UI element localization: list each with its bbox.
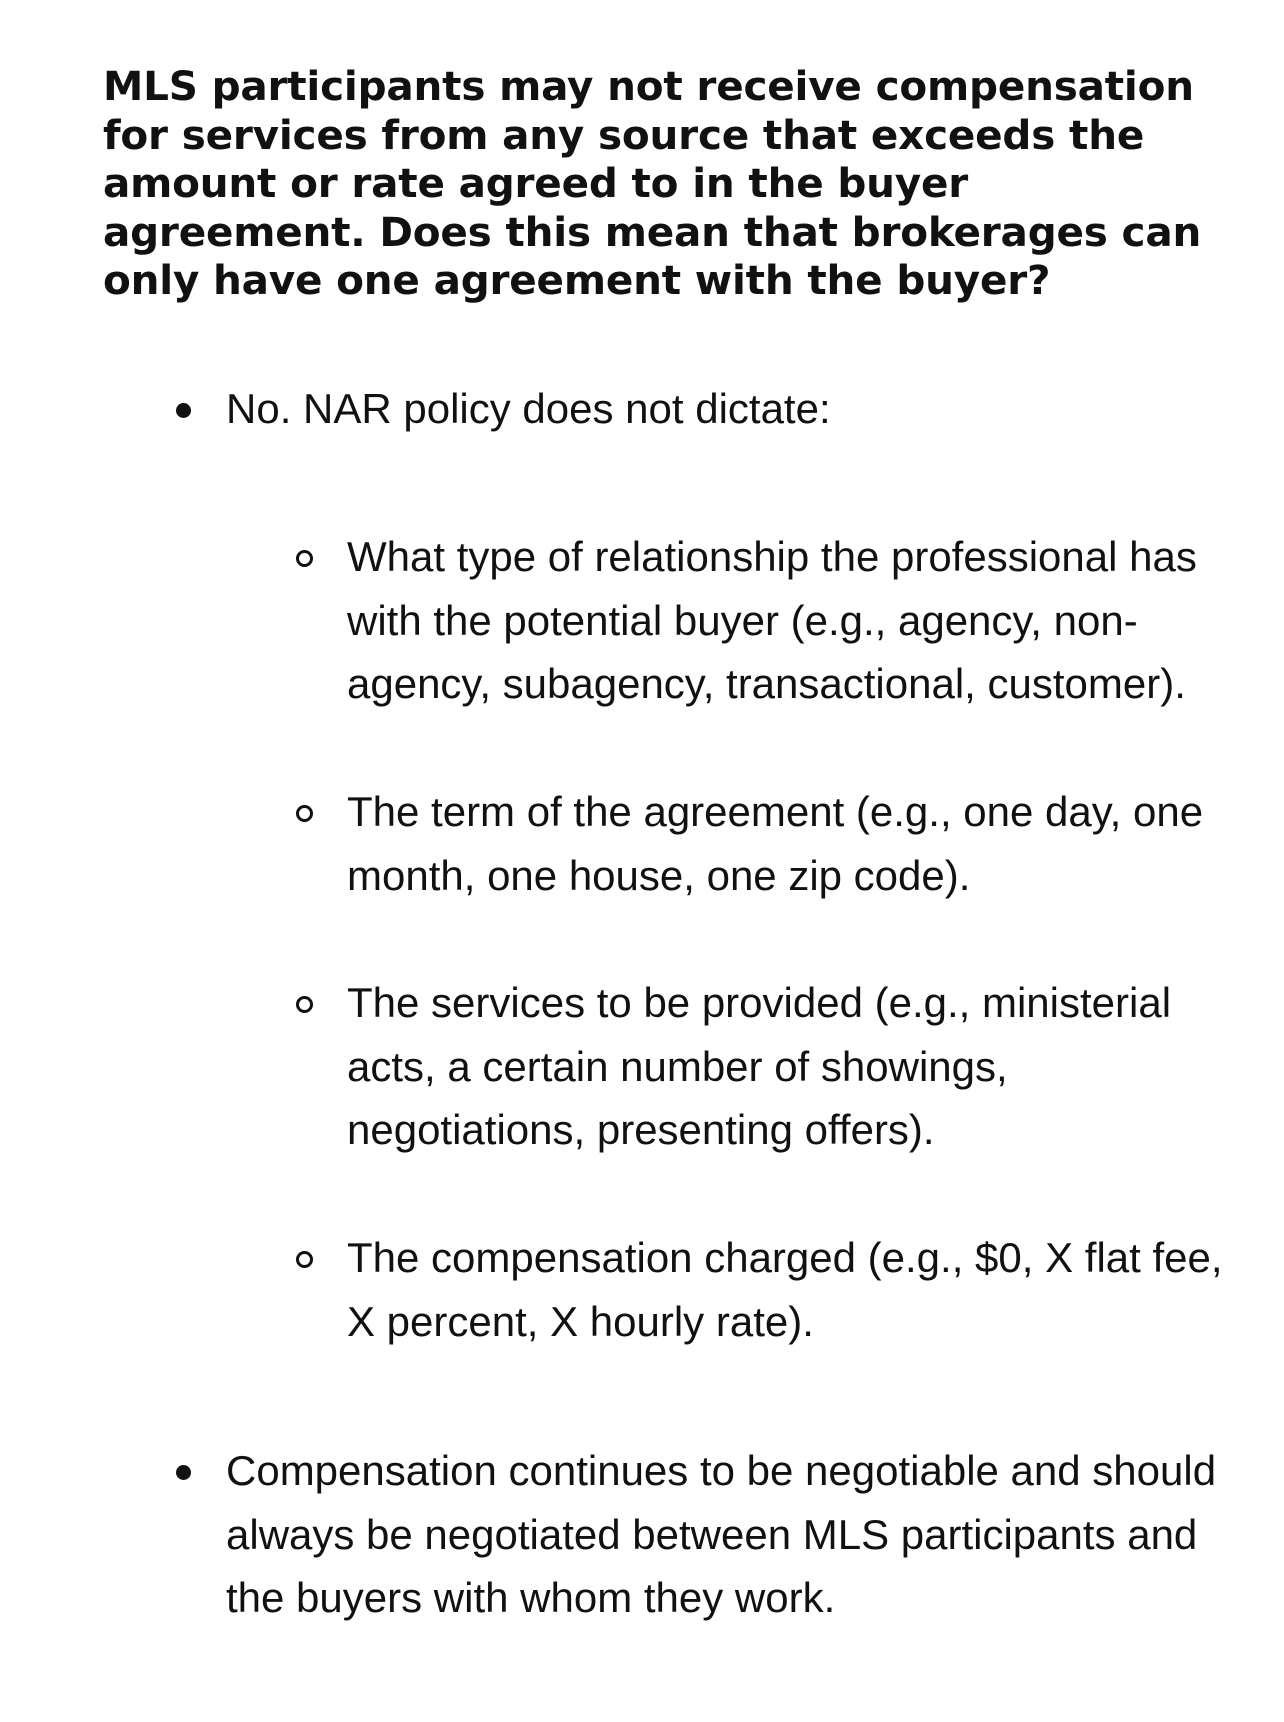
sub-bullet-circle [296,1251,313,1268]
bullet-item-nar-policy: No. NAR policy does not dictate: [226,385,831,432]
sub-bullet-circle [296,805,313,822]
sub-bullet-circle [296,550,313,567]
question-heading: MLS participants may not receive compensation for services from any source that exceeds the amount or rate agreed to in the buyer agreement. Does this mean that brokerages can only have one agreement with the buyer? [103,62,1202,304]
sub-item-compensation: The compensation charged (e.g., $0, X flat fee, X percent, X hourly rate). [347,1234,1223,1345]
bullet-dot [176,403,191,418]
sub-bullet-circle [296,996,313,1013]
bullet-dot [176,1465,191,1480]
sub-item-relationship: What type of relationship the professional has with the potential buyer (e.g., agency, non-agency, subagency, transactional, customer). [347,533,1197,707]
sub-item-term: The term of the agreement (e.g., one day, one month, one house, one zip code). [347,788,1204,899]
sub-item-services: The services to be provided (e.g., ministerial acts, a certain number of showings, negotiations, presenting offers). [347,979,1172,1153]
bullet-item-compensation-negotiable: Compensation continues to be negotiable and should always be negotiated between MLS participants and the buyers with whom they work. [226,1447,1217,1621]
